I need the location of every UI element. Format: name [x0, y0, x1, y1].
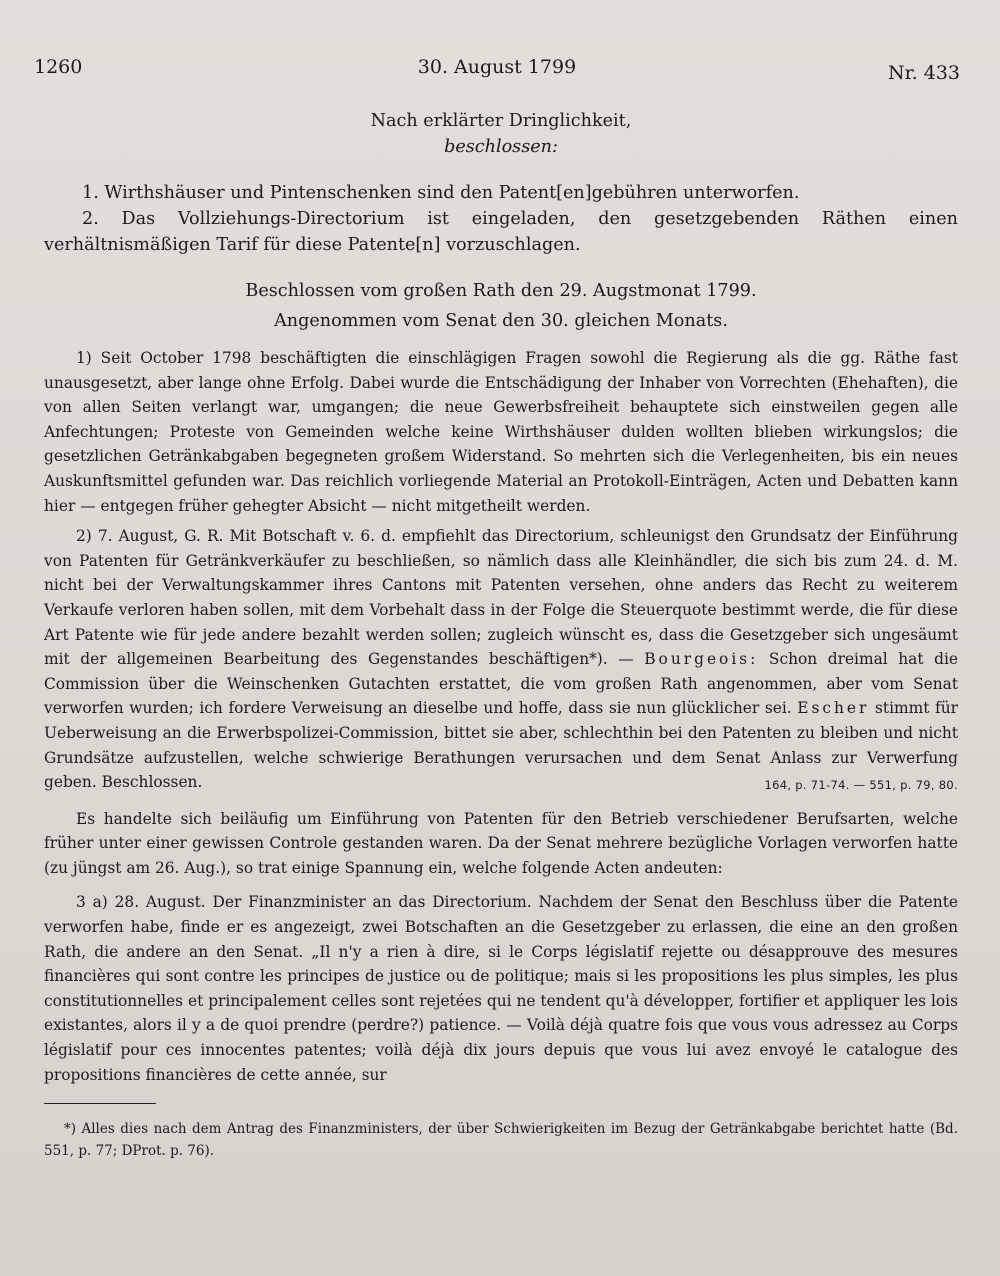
source-reference: 164, p. 71-74. — 551, p. 79, 80.	[764, 778, 958, 793]
resolution-council: Beschlossen vom großen Rath den 29. Augstmonat 1799.	[245, 281, 757, 301]
note-3a: 3 a) 28. August. Der Finanzminister an das Directorium. Nachdem der Senat den Beschluss über die Patente verworfen habe, finde er es angezeigt, zwei Botschaften an die Gesetzgeber zu erlassen, die eine an den großen Rath, die andere an den Senat. „Il n'y a rien à dire, si le Corps législatif rejette ou désapprouve des mesures financières qui sont contre les principes de justice ou de politique; mais si les propositions les plus simples, les plus constitutionnelles et principalement celles sont rejetées qui ne tendent qu'à développer, fortifier et appliquer les lois existantes, alors il y a de quoi prendre (perdre?) patience. — Voilà déjà quatre fois que vous vous adressez au Corps législatif pour ces innocentes patentes; voilà déjà dix jours depuis que vous lui avez envoyé le catalogue des propositions financières de cette année, sur	[44, 893, 958, 1084]
preamble-line: Nach erklärter Dringlichkeit,	[370, 111, 632, 131]
speaker-bourgeois: Bourgeois:	[644, 650, 759, 669]
page-number: 1260	[34, 56, 83, 78]
decree-2: 2. Das Vollziehungs-Directorium ist eingeladen, den gesetzgebenden Räthen einen verhältnismäßigen Tarif für diese Patente[n] vorzuschlagen.	[44, 209, 958, 255]
footnote: *) Alles dies nach dem Antrag des Finanzministers, der über Schwierigkeiten im Bezug der Getränkabgabe berichtet hatte (Bd. 551, p. 77; DProt. p. 76).	[44, 1121, 958, 1159]
decree-1: 1. Wirthshäuser und Pintenschenken sind den Patent[en]gebühren unterworfen.	[82, 183, 800, 203]
resolution-senate: Angenommen vom Senat den 30. gleichen Monats.	[274, 311, 728, 331]
footnote-rule	[44, 1103, 156, 1104]
document-number: Nr. 433	[888, 62, 960, 84]
page-body	[44, 108, 958, 1087]
header-date: 30. August 1799	[417, 56, 577, 78]
note-2-text-c: stimmt für Ueberweisung an die Erwerbspolizei-Commission, bittet sie aber, schlechthin bei den Patenten zu bleiben und nicht Grundsätze aufzustellen, welche schwierige Berathungen verursachen und dem Senat Anlass zur Verwerfung geben. Beschlossen.	[44, 699, 958, 792]
running-header	[34, 56, 960, 92]
preamble-resolved: beschlossen:	[444, 137, 558, 157]
note-2-text-b: Schon dreimal hat die Commission über die Weinschenken Gutachten erstattet, die vom großen Rath angenommen, aber vom Senat verworfen wurden; ich fordere Verweisung an dieselbe und hoffe, dass sie nun glücklicher sei.	[44, 650, 958, 718]
context-paragraph: Es handelte sich beiläufig um Einführung von Patenten für den Betrieb verschiedener Berufsarten, welche früher unter einer gewissen Controle gestanden waren. Da der Senat mehrere bezügliche Vorlagen verworfen hatte (zu jüngst am 26. Aug.), so trat einige Spannung ein, welche folgende Acten andeuten:	[44, 809, 958, 877]
note-2-text-a: 2) 7. August, G. R. Mit Botschaft v. 6. d. empfiehlt das Directorium, schleunigst den Grundsatz der Einführung von Patenten für Getränkverkäufer zu beschließen, so nämlich dass alle Kleinhändler, die sich bis zum 24. d. M. nicht bei der Verwaltungskammer ihres Cantons mit Patenten versehen, ohne anders das Recht zu weiterem Verkaufe verloren haben sollen, mit dem Vorbehalt dass in der Folge die Steuerquote bestimmt werde, die für diese Art Patente wie für jede andere bezahlt werden sollen; zugleich wünscht es, dass die Gesetzgeber sich ungesäumt mit der allgemeinen Bearbeitung des Gegenstandes beschäftigen*). —	[44, 527, 958, 669]
note-2	[44, 524, 958, 795]
speaker-escher: Escher	[797, 699, 870, 718]
note-1: 1) Seit October 1798 beschäftigten die einschlägigen Fragen sowohl die Regierung als die gg. Räthe fast unausgesetzt, aber lange ohne Erfolg. Dabei wurde die Entschädigung der Inhaber von Vorrechten (Ehehaften), die von allen Seiten verlangt war, umgangen; die neue Gewerbsfreiheit behauptete sich einstweilen gegen alle Anfechtungen; Proteste von Gemeinden welche keine Wirthshäuser dulden wollten blieben wirkungslos; die gesetzlichen Getränkabgaben begegneten großem Widerstand. So mehrten sich die Verlegenheiten, bis ein neues Auskunftsmittel gefunden war. Das reichlich vorliegende Material an Protokoll-Einträgen, Acten und Debatten kann hier — entgegen früher gehegter Absicht — nicht mitgetheilt werden.	[44, 349, 958, 515]
